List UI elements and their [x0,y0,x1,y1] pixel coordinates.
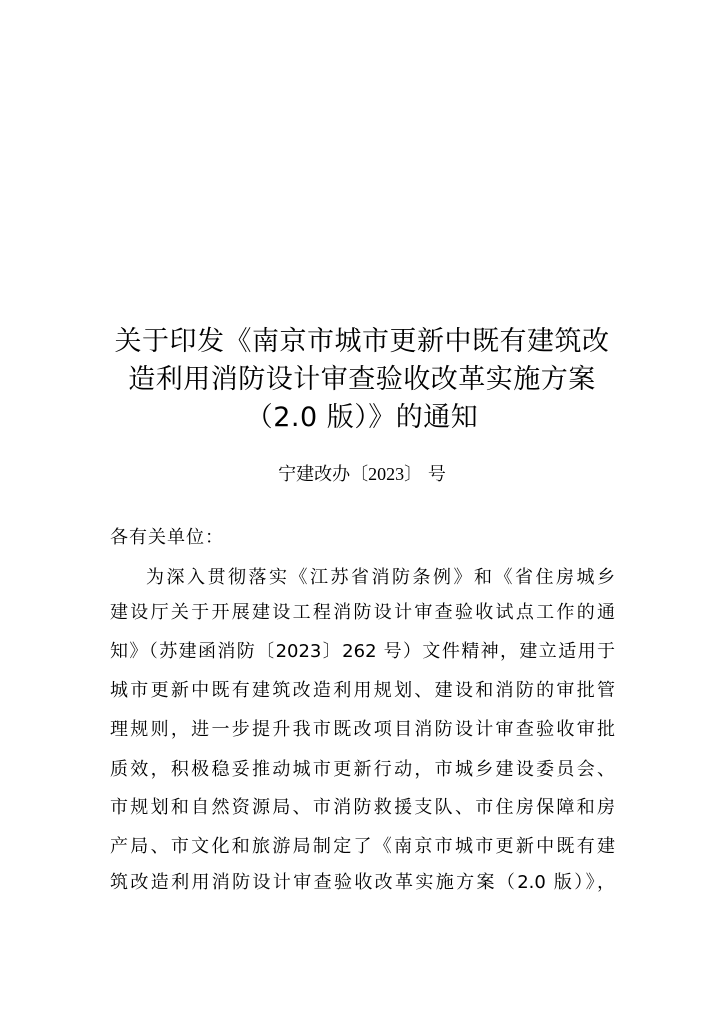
body-line: 为深入贯彻落实《江苏省消防条例》和《省住房城乡 [146,567,615,588]
body-line: 理规则，进一步提升我市既改项目消防设计审查验收审批 [110,719,615,740]
body-line: 市规划和自然资源局、市消防救援支队、市住房保障和房 [110,797,615,818]
document-title-line-3: （2.0 版）》的通知 [245,402,479,433]
body-line: 质效，积极稳妥推动城市更新行动，市城乡建设委员会、 [110,759,615,780]
document-number [200,460,524,489]
document-number-year: 2023 [368,464,405,484]
salutation: 各有关单位： [110,527,224,548]
document-title-line-1: 关于印发《南京市城市更新中既有建筑改 [114,326,610,357]
document-title-line-2: 造利用消防设计审查验收改革实施方案 [128,364,596,395]
body-line: 筑改造利用消防设计审查验收改革实施方案（2.0 版）》， [110,872,615,893]
body-line: 建设厅关于开展建设工程消防设计审查验收试点工作的通 [110,602,615,623]
document-number-suffix: 〕 号 [404,464,446,485]
body-line: 城市更新中既有建筑改造利用规划、建设和消防的审批管 [110,680,615,701]
body-line: 知》（苏建函消防〔2023〕262 号）文件精神，建立适用于 [110,641,615,662]
body-line: 产局、市文化和旅游局制定了《南京市城市更新中既有建 [110,836,615,857]
document-number-prefix: 宁建改办〔 [278,464,369,485]
